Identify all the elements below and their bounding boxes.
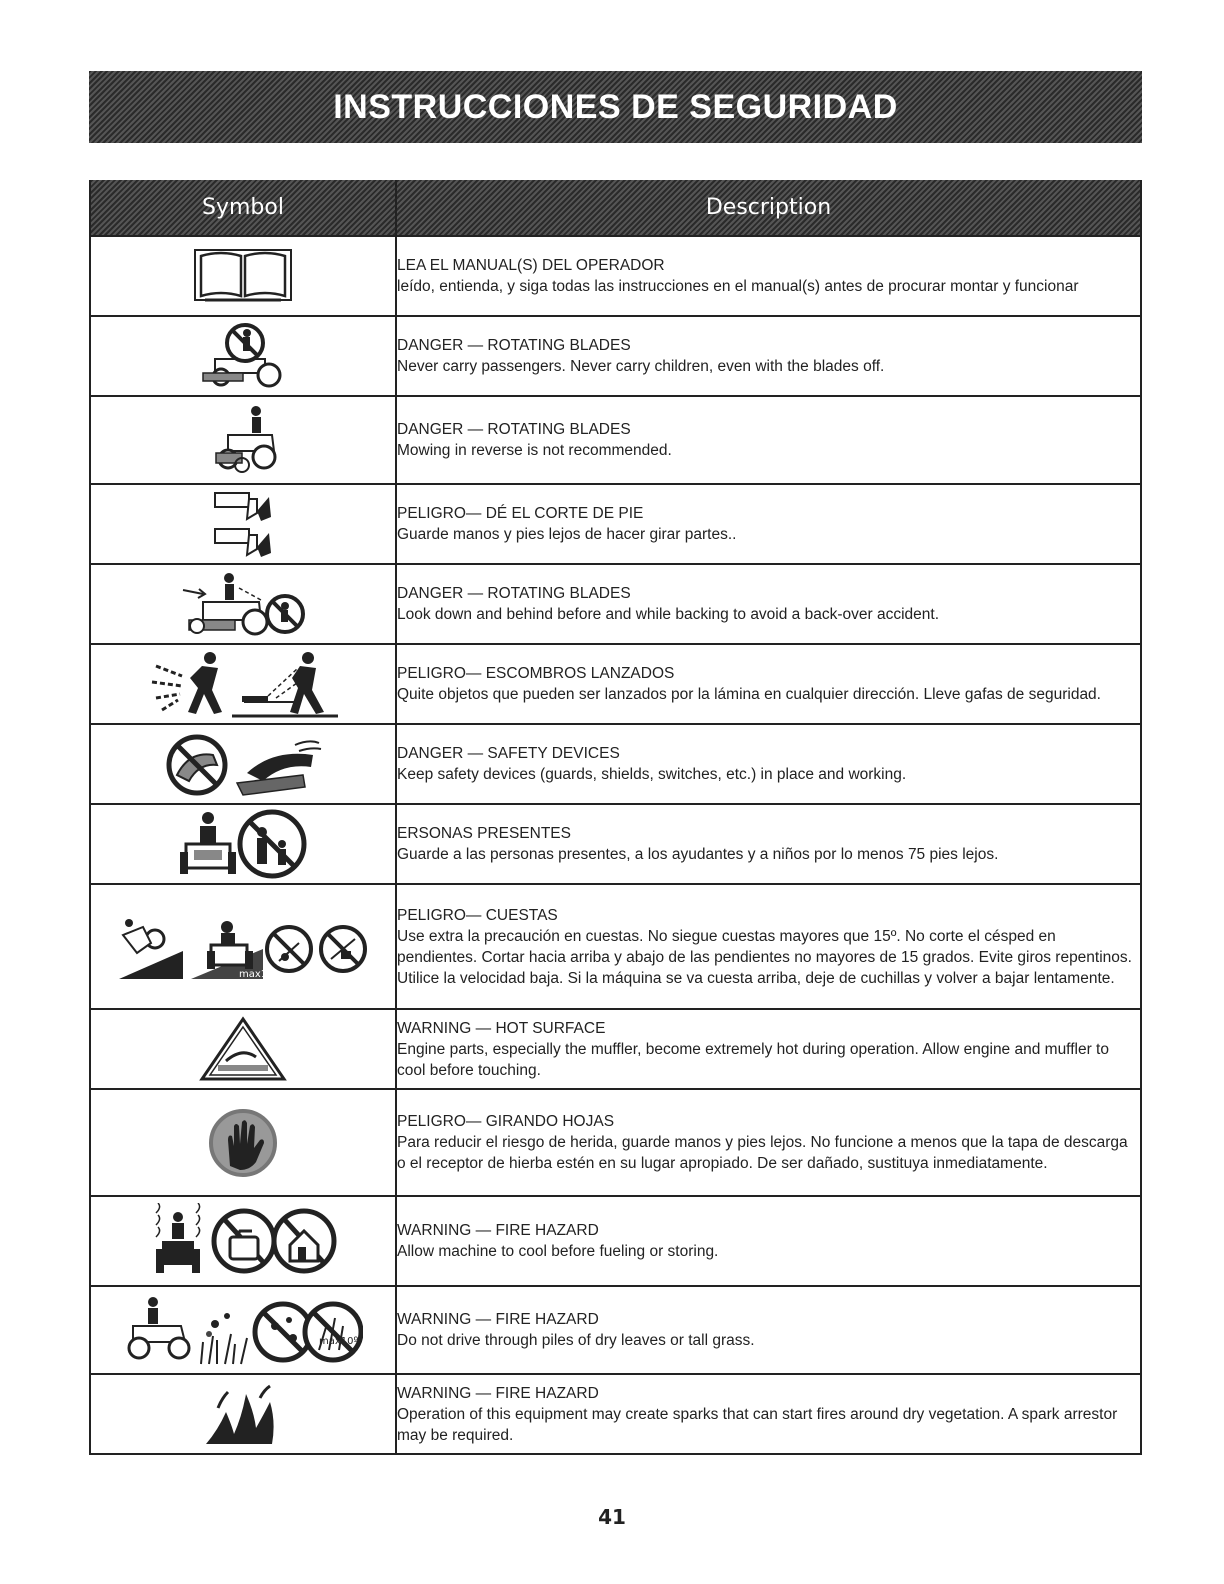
symbol-column-header: Symbol <box>90 180 396 236</box>
table-row <box>90 1196 1141 1286</box>
row-body: Guarde a las personas presentes, a los ayudantes y a niños por lo menos 75 pies lejos. <box>397 846 999 863</box>
row-title: ERSONAS PRESENTES <box>397 825 571 842</box>
row-title: LEA EL MANUAL(S) DEL OPERADOR <box>397 257 665 274</box>
table-row <box>90 1089 1141 1196</box>
row-title: PELIGRO— GIRANDO HOJAS <box>397 1113 615 1130</box>
row-body: Guarde manos y pies lejos de hacer girar partes.. <box>397 526 737 543</box>
row-title: WARNING — FIRE HAZARD <box>397 1311 599 1328</box>
row-body: Mowing in reverse is not recommended. <box>397 442 672 459</box>
row-title: WARNING — FIRE HAZARD <box>397 1222 599 1239</box>
bystanders-icon <box>178 808 308 880</box>
table-row <box>90 396 1141 484</box>
row-body: Quite objetos que pueden ser lanzados por la lámina en cualquier dirección. Lleve gafas de seguridad. <box>397 686 1101 703</box>
table-row <box>90 564 1141 644</box>
table-row <box>90 1374 1141 1454</box>
cutting-blade-foot-icon <box>211 489 275 559</box>
safety-devices-icon <box>163 729 323 799</box>
page-banner <box>89 71 1142 143</box>
read-manual-icon <box>193 248 293 304</box>
table-row <box>90 1286 1141 1374</box>
fire-hazard-leaves-icon <box>123 1294 363 1366</box>
row-title: PELIGRO— CUESTAS <box>397 906 558 924</box>
table-row <box>90 884 1141 1009</box>
no-passengers-icon <box>193 321 293 391</box>
row-title: PELIGRO— DÉ EL CORTE DE PIE <box>397 505 644 522</box>
description-column-header: Description <box>396 180 1141 236</box>
fire-hazard-cool-icon <box>148 1203 338 1279</box>
rotating-blades-hand-icon <box>206 1106 280 1180</box>
row-body: leído, entienda, y siga todas las instrucciones en el manual(s) antes de procurar montar y funcionar <box>397 278 1079 295</box>
thrown-objects-icon <box>148 648 338 720</box>
table-row <box>90 724 1141 804</box>
row-body: Para reducir el riesgo de herida, guarde manos y pies lejos. No funcione a menos que la tapa de descarga o el receptor de hierba estén en su lugar apropiado. De ser dañado, sustituya inmediatamente. <box>397 1134 1128 1172</box>
row-title: DANGER — ROTATING BLADES <box>397 337 631 354</box>
row-body: Allow machine to cool before fueling or storing. <box>397 1243 719 1260</box>
look-behind-icon <box>173 568 313 640</box>
page-title: INSTRUCCIONES DE SEGURIDAD <box>333 87 898 126</box>
slope-max-label: max15º <box>239 968 279 980</box>
safety-symbols-table <box>89 180 1142 1455</box>
slopes-icon <box>113 909 373 985</box>
row-body: Engine parts, especially the muffler, become extremely hot during operation. Allow engine and muffler to cool before touching. <box>397 1040 1109 1079</box>
row-body: Do not drive through piles of dry leaves or tall grass. <box>397 1332 755 1349</box>
table-row <box>90 1009 1141 1089</box>
table-header-row <box>90 180 1141 236</box>
row-title: PELIGRO— ESCOMBROS LANZADOS <box>397 665 675 682</box>
no-reverse-mowing-icon <box>198 401 288 479</box>
row-body: Keep safety devices (guards, shields, switches, etc.) in place and working. <box>397 766 907 783</box>
row-body: Operation of this equipment may create sparks that can start fires around dry vegetation. A spark arrestor may be required. <box>397 1405 1118 1444</box>
page-number: 41 <box>598 1505 626 1529</box>
grass-max-label: max10º <box>319 1336 359 1347</box>
table-row <box>90 316 1141 396</box>
row-title: DANGER — ROTATING BLADES <box>397 585 631 602</box>
table-row <box>90 484 1141 564</box>
row-body: Look down and behind before and while backing to avoid a back-over accident. <box>397 606 940 623</box>
row-title: WARNING — HOT SURFACE <box>397 1019 606 1037</box>
row-title: DANGER — ROTATING BLADES <box>397 421 631 438</box>
row-title: WARNING — FIRE HAZARD <box>397 1384 599 1402</box>
row-title: DANGER — SAFETY DEVICES <box>397 745 620 762</box>
table-row <box>90 804 1141 884</box>
fire-sparks-icon <box>198 1382 288 1446</box>
row-body: Never carry passengers. Never carry children, even with the blades off. <box>397 358 885 375</box>
table-row <box>90 236 1141 316</box>
row-body: Use extra la precaución en cuestas. No siegue cuestas mayores que 15º. No corte el césped en pendientes. Cortar hacia arriba y abajo de las pendientes no mayores de 15 grados. Evite giros repentinos. Utilice la velocidad baja. Si la máquina se va cuesta arriba, deje de cuchillas y volver a bajar lentamente. <box>397 927 1132 987</box>
table-row <box>90 644 1141 724</box>
hot-surface-icon <box>198 1015 288 1083</box>
